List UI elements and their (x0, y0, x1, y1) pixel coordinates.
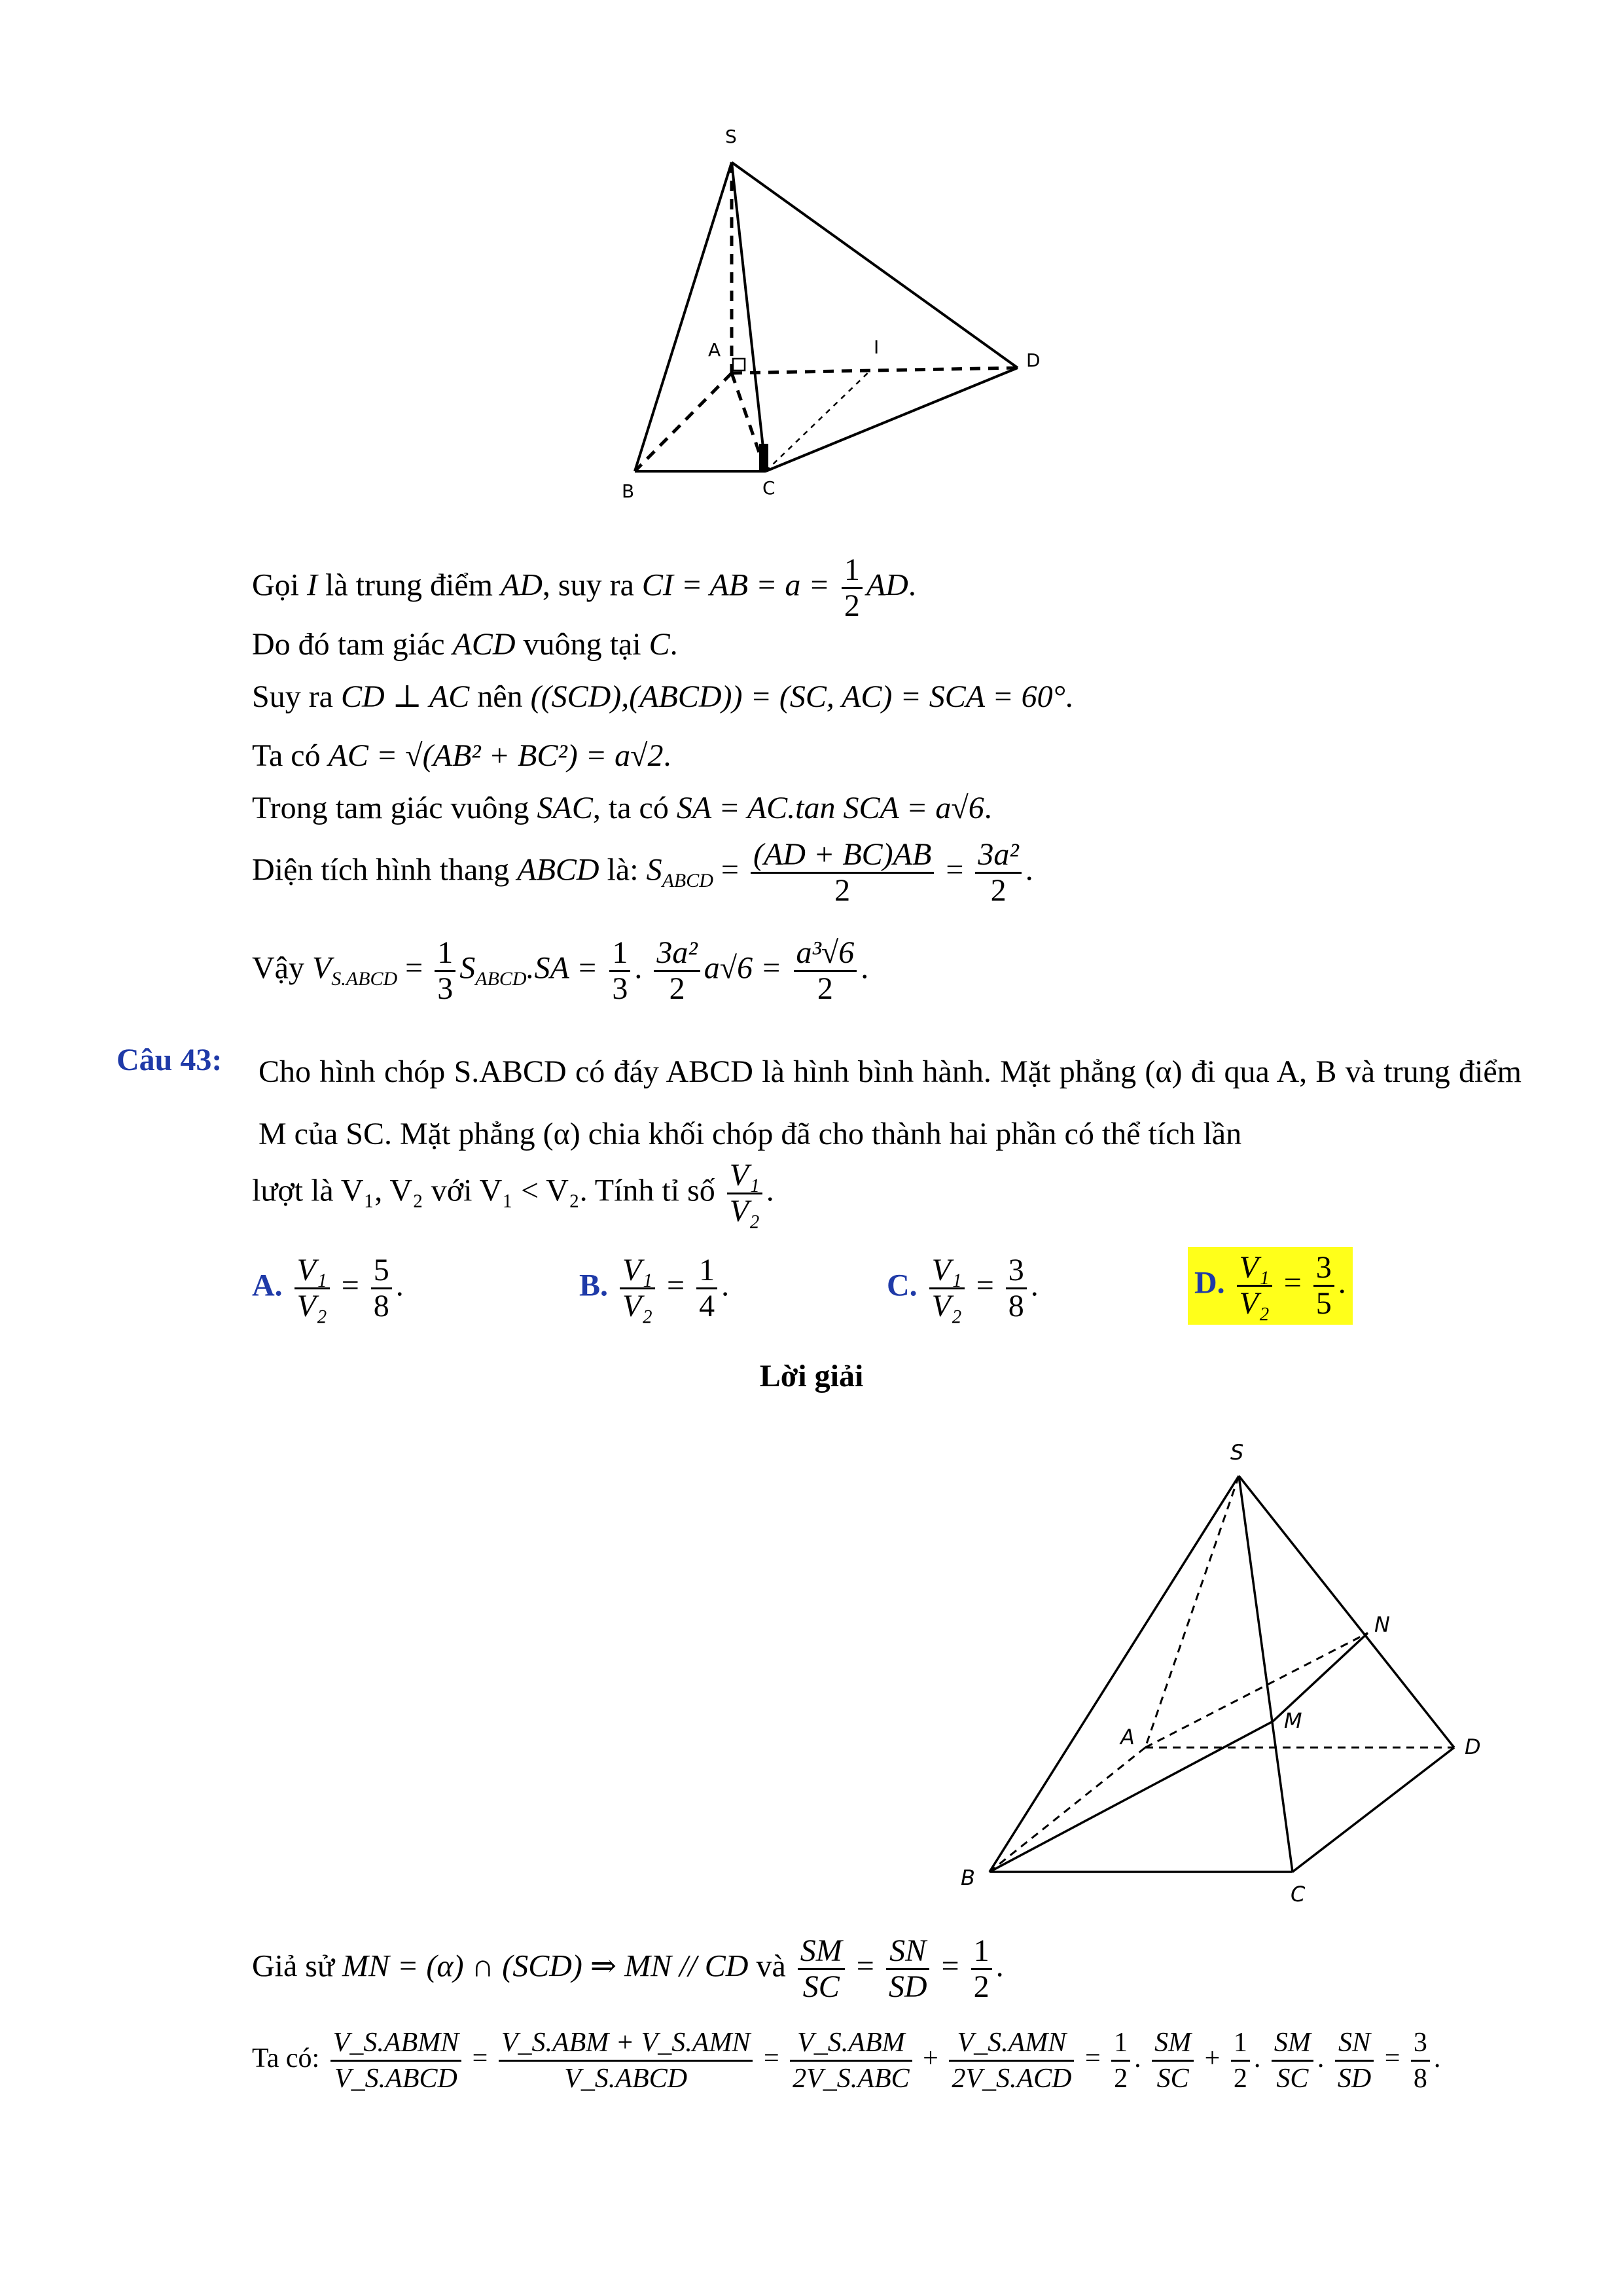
label-c: C (1291, 1882, 1306, 1907)
text: , ta có (592, 791, 677, 825)
prev-line-1: Gọi I là trung điểm AD, suy ra CI = AB = a = $\frac{1}{2}$ AD. (252, 552, 916, 623)
text: Suy ra (252, 679, 341, 714)
text: Cho hình chóp S.ABCD có đáy ABCD là hình bình hành. Mặt phẳng (α) đi qua A, B và trung điểm M của SC. Mặt phẳng (α) chia khối chóp đã cho thành hai phần có thể tích lần (259, 1054, 1522, 1151)
edge-ab (990, 1748, 1145, 1872)
math: SAC (537, 791, 593, 825)
fraction: $\frac{\text{a³√6}}{2}$ (794, 936, 857, 1006)
fraction: $\frac{1}{2}$ (1231, 2026, 1250, 2096)
math: V (312, 950, 332, 986)
solution-heading: Lời giải (759, 1359, 864, 1393)
right-angle-c (759, 444, 768, 470)
math: S.ABCD (331, 968, 398, 990)
option-b[interactable]: B. $\frac{\text{V₁}}{\text{V₂}}$ = $\frac{1}{4}$ . (579, 1253, 730, 1323)
fraction: $\frac{\text{V₁}}{\text{V₂}}$ (727, 1158, 762, 1229)
math: I (307, 567, 317, 603)
label-b: B (622, 480, 635, 502)
fraction: $\frac{SN}{SD}$ (1335, 2026, 1374, 2096)
label-c: C (762, 477, 776, 499)
math: C (649, 627, 670, 662)
label-a: A (708, 339, 721, 361)
prev-line-6: Diện tích hình thang ABCD là: $S_{ABCD}$ = $\frac{(AD + BC)AB}{2}$ = $\frac{\text{3a²}}{2}$ . (252, 837, 1033, 908)
math: S (646, 852, 662, 888)
fraction: $\frac{\text{V\_S.ABM + V\_S.AMN}}{\text{V\_S.ABCD}}$ (499, 2026, 753, 2096)
math: .SA = (526, 950, 598, 986)
text: Do đó tam giác (252, 627, 453, 662)
edge-ad (732, 368, 1018, 373)
option-d[interactable]: D. $\frac{\text{V₁}}{\text{V₂}}$ = $\frac{3}{5}$ . (1188, 1247, 1353, 1325)
fraction: $\frac{3}{8}$ (1411, 2026, 1430, 2096)
fraction: $\frac{SN}{SD}$ (886, 1934, 930, 2004)
fraction: $\frac{\text{V\_S.AMN}}{\text{2V\_S.ACD}}$ (949, 2026, 1074, 2096)
fraction: $\frac{1}{3}$ (609, 936, 630, 1006)
text: là: (599, 852, 647, 888)
label-s: S (725, 126, 737, 147)
text: , suy ra (542, 567, 642, 603)
text: Ta có (252, 738, 329, 773)
edge-cd (1293, 1748, 1454, 1872)
solution-line-2: Ta có: $\frac{\text{V\_S.ABMN}}{\text{V\_S.ABCD}}$ = $\frac{\text{V\_S.ABM + V\_S.AMN}}{\text{V\_S.ABCD}}$ = $\frac{\text{V\_S.ABM}}{\text{2V\_S.ABC}}$ + $\frac{\text{V\_S.AMN}}{\text{2V\_S.ACD}}$ = $\frac{1}{2}$ . $\frac{SM}{SC}$ + $\frac{1}{2}$ . $\frac{SM}{SC}$ . $\frac{SN}{SD}$ = $\frac{3}{8}$ . (252, 2026, 1440, 2096)
prev-line-3: Suy ra CD ⊥ AC nên ((SCD),(ABCD)) = (SC, AC) = SCA = 60°. (252, 679, 1073, 714)
math: AD (866, 567, 908, 603)
fraction: $\frac{(AD + BC)AB}{2}$ (751, 838, 934, 908)
math: a√6 = (704, 950, 782, 986)
question-text-end: lượt là V₁, V₂ với V₁ < V₂. Tính tỉ số $\frac{\text{V₁}}{\text{V₂}}$ . (252, 1158, 774, 1229)
math: ABCD (475, 968, 527, 990)
label-n: N (1374, 1612, 1390, 1637)
math: MN = (α) ∩ (SCD) ⇒ MN // CD (342, 1948, 749, 1984)
label-d: D (1026, 350, 1041, 371)
edge-cd (766, 368, 1018, 471)
prev-line-2: Do đó tam giác ACD vuông tại C. (252, 627, 678, 662)
math: SA = AC.tan SCA = a√6 (676, 791, 984, 825)
figure-pyramid-1 (0, 98, 1623, 622)
fraction: $\frac{\text{V\_S.ABM}}{\text{2V\_S.ABC}}$ (790, 2026, 912, 2096)
label-s: S (1230, 1440, 1244, 1465)
question-label: Câu 43: (116, 1043, 223, 1077)
prev-line-7: Vậy $V_{S.ABCD}$ = $\frac{1}{3}$ $S_{ABCD}.SA$ = $\frac{1}{3}$ . $\frac{\text{3a²}}{2}$ a√6 = $\frac{\text{a³√6}}{2}$ . (252, 935, 869, 1006)
option-a[interactable]: A. $\frac{\text{V₁}}{\text{V₂}}$ = $\frac{5}{8}$ . (252, 1253, 404, 1323)
math: CD ⊥ AC (340, 679, 470, 714)
text: Giả sử (252, 1948, 342, 1984)
fraction: $\frac{\text{3a²}}{2}$ (654, 936, 700, 1006)
fraction: $\frac{1}{2}$ (971, 1934, 992, 2004)
text: là trung điểm (317, 567, 501, 603)
label-m: M (1284, 1708, 1302, 1733)
fraction: $\frac{1}{2}$ (842, 553, 863, 623)
text: Ta có: (252, 2043, 327, 2074)
label-b: B (961, 1865, 975, 1890)
right-angle-a (733, 359, 745, 370)
label-a: A (1120, 1725, 1135, 1749)
option-c[interactable]: C. $\frac{\text{V₁}}{\text{V₂}}$ = $\frac{3}{8}$ . (887, 1253, 1039, 1323)
text: Trong tam giác vuông (252, 791, 537, 825)
label-d: D (1465, 1734, 1481, 1759)
fraction: $\frac{SM}{SC}$ (1152, 2026, 1194, 2096)
text: lượt là V₁, V₂ với V₁ < V₂. Tính tỉ số (252, 1173, 715, 1208)
edge-sb (635, 162, 732, 471)
figure-pyramid-2 (0, 1427, 1623, 1937)
math: ACD (452, 627, 516, 662)
math: ((SCD),(ABCD)) = (SC, AC) = SCA = 60° (530, 679, 1065, 714)
math: ABCD (662, 870, 713, 892)
fraction: $\frac{SM}{SC}$ (1272, 2026, 1313, 2096)
text: vuông tại (515, 627, 649, 662)
prev-line-4: Ta có AC = √(AB² + BC²) = a√2. (252, 738, 671, 773)
fraction: $\frac{1}{3}$ (435, 936, 455, 1006)
text: Gọi (252, 567, 307, 603)
question-text (259, 1041, 1522, 1165)
math: S (459, 950, 476, 986)
math: CI = AB = a = (641, 567, 830, 603)
edge-sc (1239, 1476, 1293, 1872)
text: nên (469, 679, 531, 714)
fraction: $\frac{1}{2}$ (1111, 2026, 1130, 2096)
text: Diện tích hình thang (252, 852, 518, 888)
prev-line-5: Trong tam giác vuông SAC, ta có SA = AC.tan SCA = a√6. (252, 791, 992, 825)
math: ABCD (517, 852, 599, 888)
edge-sb (990, 1476, 1239, 1872)
math: AC = √(AB² + BC²) = a√2 (328, 738, 664, 773)
text: Vậy (252, 950, 312, 986)
text: và (748, 1948, 794, 1984)
label-i: I (874, 336, 880, 358)
math: AD (500, 567, 543, 603)
fraction: $\frac{\text{3a²}}{2}$ (975, 838, 1021, 908)
edge-sc (732, 162, 766, 471)
solution-line-1: Giả sử MN = (α) ∩ (SCD) ⇒ MN // CD và $\frac{SM}{SC}$ = $\frac{SN}{SD}$ = $\frac{1}{2}$ . (252, 1933, 1004, 2004)
fraction: $\frac{\text{V\_S.ABMN}}{\text{V\_S.ABCD}}$ (330, 2026, 461, 2096)
segment-ci (766, 370, 870, 471)
fraction: $\frac{SM}{SC}$ (798, 1934, 845, 2004)
